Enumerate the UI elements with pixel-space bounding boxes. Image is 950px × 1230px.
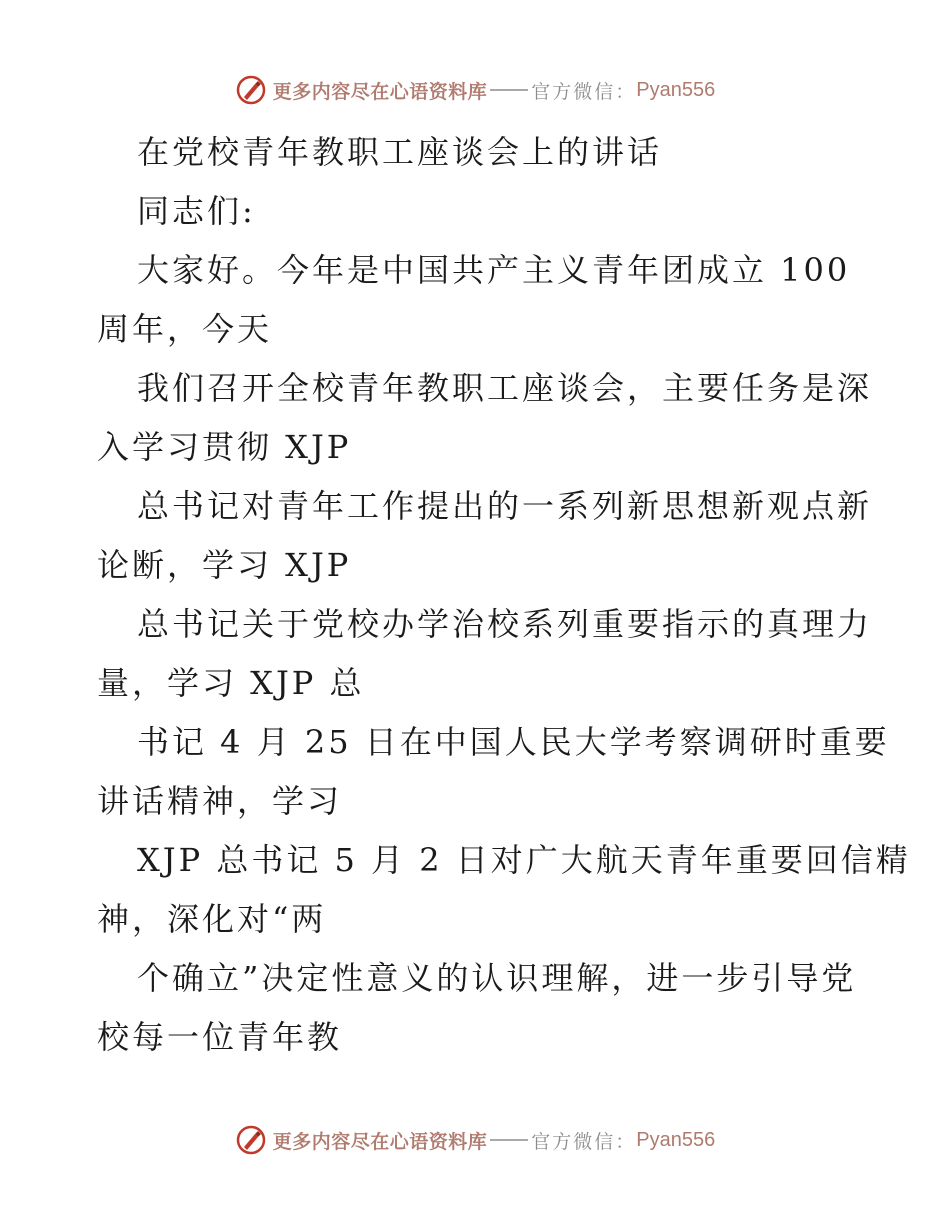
paragraph-line: 总书记对青年工作提出的一系列新思想新观点新: [137, 487, 873, 525]
paragraph-line: 入学习贯彻 XJP: [97, 428, 352, 466]
paragraph-line: 论断，学习 XJP: [97, 546, 352, 584]
paragraph-line: 神，深化对“两: [97, 900, 327, 938]
pen-logo-icon: [235, 74, 267, 106]
wechat-label: 官方微信：: [531, 1130, 637, 1153]
paragraph-line: 大家好。今年是中国共产主义青年团成立 100: [137, 251, 851, 289]
paragraph-line: 周年，今天: [97, 310, 273, 348]
site-name: 更多内容尽在心语资料库: [272, 80, 488, 103]
paragraph-line: 讲话精神，学习: [97, 782, 343, 820]
wechat-label: 官方微信：: [531, 80, 637, 103]
salutation: 同志们:: [137, 192, 256, 230]
footer-watermark: [0, 1120, 950, 1160]
wechat-id: Pyan556: [636, 78, 716, 101]
document-title: 在党校青年教职工座谈会上的讲话: [137, 133, 663, 171]
paragraph-line: XJP 总书记 5 月 2 日对广大航天青年重要回信精: [137, 841, 911, 879]
header-watermark: [0, 70, 950, 110]
site-name: 更多内容尽在心语资料库: [272, 1130, 488, 1153]
separator-line: [490, 1139, 528, 1141]
paragraph-line: 我们召开全校青年教职工座谈会，主要任务是深: [137, 369, 873, 407]
separator-line: [490, 89, 528, 91]
paragraph-line: 个确立”决定性意义的认识理解，进一步引导党: [137, 959, 857, 997]
paragraph-line: 书记 4 月 25 日在中国人民大学考察调研时重要: [137, 723, 890, 761]
wechat-id: Pyan556: [636, 1128, 716, 1151]
paragraph-line: 总书记关于党校办学治校系列重要指示的真理力: [137, 605, 873, 643]
document-body: [97, 123, 911, 1067]
paragraph-line: 校每一位青年教: [97, 1018, 343, 1056]
paragraph-line: 量，学习 XJP 总: [97, 664, 365, 702]
pen-logo-icon: [235, 1124, 267, 1156]
